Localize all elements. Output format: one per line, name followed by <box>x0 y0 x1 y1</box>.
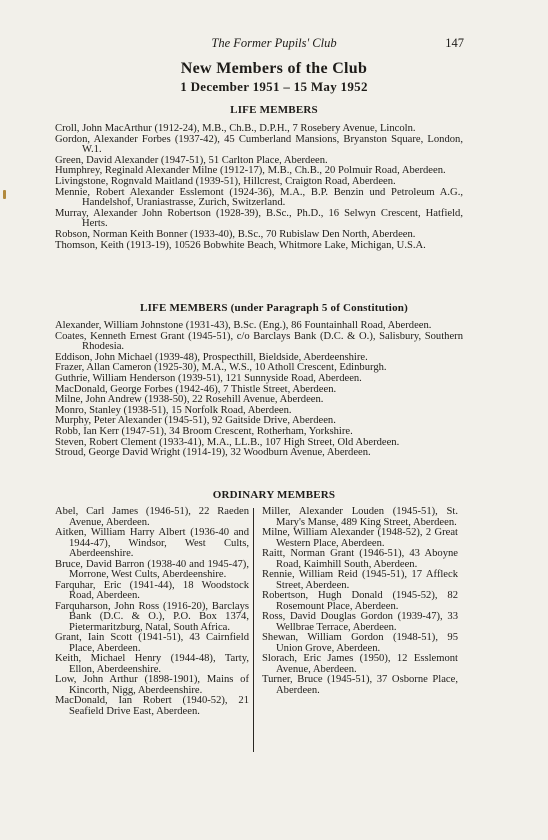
list-item: Monro, Stanley (1938-51), 15 Norfolk Road, Aberdeen. <box>55 404 292 416</box>
list-item: Farquharson, John Ross (1916-20), Barclays Bank (D.C. & O.), P.O. Box 1374, Pietermaritzburg, Natal, South Africa. <box>55 600 249 633</box>
list-item: Stroud, George David Wright (1914-19), 32 Woodburn Avenue, Aberdeen. <box>55 447 371 459</box>
page-subtitle: 1 December 1951 – 15 May 1952 <box>180 79 368 94</box>
running-head <box>0 36 548 52</box>
list-item: Shewan, William Gordon (1948-51), 95 Union Grove, Aberdeen. <box>262 632 458 654</box>
list-item: MacDonald, Ian Robert (1940-52), 21 Seafield Drive East, Aberdeen. <box>55 695 249 717</box>
list-item: Murphy, Peter Alexander (1945-51), 92 Gaitside Drive, Aberdeen. <box>55 415 336 427</box>
list-item: Eddison, John Michael (1939-48), Prospecthill, Bieldside, Aberdeenshire. <box>55 351 368 363</box>
list-item: Robson, Norman Keith Bonner (1933-40), B.Sc., 70 Rubislaw Den North, Aberdeen. <box>55 228 416 240</box>
list-item: Murray, Alexander John Robertson (1928-39), B.Sc., Ph.D., 16 Selwyn Crescent, Hatfield, Herts. <box>55 207 463 230</box>
list-item: Slorach, Eric James (1950), 12 Esslemont Avenue, Aberdeen. <box>262 653 458 675</box>
list-item: Milne, William Alexander (1948-52), 2 Great Western Place, Aberdeen. <box>262 527 458 549</box>
list-item: MacDonald, George Forbes (1942-46), 7 Thistle Street, Aberdeen. <box>55 383 337 395</box>
list-item: Miller, Alexander Louden (1945-51), St. Mary's Manse, 489 King Street, Aberdeen. <box>262 506 458 528</box>
list-item: Aitken, William Harry Albert (1936-40 and 1944-47), Windsor, West Cults, Aberdeenshire. <box>55 527 249 559</box>
life-members-list <box>55 124 463 251</box>
section-heading-life-members-para5: LIFE MEMBERS (under Paragraph 5 of Constitution) <box>140 302 408 314</box>
list-item: Steven, Robert Clement (1933-41), M.A., LL.B., 107 High Street, Old Aberdeen. <box>55 436 400 448</box>
list-item: Keith, Michael Henry (1944-48), Tarty, Ellon, Aberdeenshire. <box>55 653 249 675</box>
page-number: 147 <box>445 36 464 50</box>
list-item: Bruce, David Barron (1938-40 and 1945-47), Morrone, West Cults, Aberdeenshire. <box>55 558 249 580</box>
section-heading-ordinary-members: ORDINARY MEMBERS <box>212 489 336 501</box>
list-item: Milne, John Andrew (1938-50), 22 Rosehill Avenue, Aberdeen. <box>55 394 324 406</box>
life-members-para5-list <box>55 321 463 459</box>
list-item: Low, John Arthur (1898-1901), Mains of Kincorth, Nigg, Aberdeenshire. <box>55 674 249 696</box>
list-item: Turner, Bruce (1945-51), 37 Osborne Place, Aberdeen. <box>262 674 458 696</box>
margin-ink-mark <box>3 190 6 199</box>
list-item: Humphrey, Reginald Alexander Milne (1912-17), M.B., Ch.B., 20 Polmuir Road, Aberdeen. <box>55 165 446 177</box>
list-item: Coates, Kenneth Ernest Grant (1945-51), c/o Barclays Bank (D.C. & O.), Salisbury, Southern Rhodesia. <box>55 330 463 353</box>
list-item: Guthrie, William Henderson (1939-51), 121 Sunnyside Road, Aberdeen. <box>55 372 362 384</box>
list-item: Rennie, William Reid (1945-51), 17 Affleck Street, Aberdeen. <box>262 569 458 591</box>
column-divider <box>253 508 254 752</box>
list-item: Abel, Carl James (1946-51), 22 Raeden Avenue, Aberdeen. <box>55 506 249 528</box>
list-item: Grant, Iain Scott (1941-51), 43 Cairnfield Place, Aberdeen. <box>55 632 249 654</box>
list-item: Thomson, Keith (1913-19), 10526 Bobwhite Beach, Whitmore Lake, Michigan, U.S.A. <box>55 239 426 251</box>
list-item: Robb, Ian Kerr (1947-51), 34 Broom Crescent, Rotherham, Yorkshire. <box>55 425 353 437</box>
list-item: Ross, David Douglas Gordon (1939-47), 33 Wellbrae Terrace, Aberdeen. <box>262 611 458 633</box>
page-title: New Members of the Club <box>180 60 368 77</box>
list-item: Green, David Alexander (1947-51), 51 Carlton Place, Aberdeen. <box>55 154 328 166</box>
list-item: Alexander, William Johnstone (1931-43), B.Sc. (Eng.), 86 Fountainhall Road, Aberdeen. <box>55 320 432 331</box>
list-item: Livingstone, Rognvald Maitland (1939-51), Hillcrest, Craigton Road, Aberdeen. <box>55 175 396 187</box>
list-item: Croll, John MacArthur (1912-24), M.B., Ch.B., D.P.H., 7 Rosebery Avenue, Lincoln. <box>55 123 416 134</box>
running-head-title: The Former Pupils' Club <box>211 36 337 50</box>
list-item: Robertson, Hugh Donald (1945-52), 82 Rosemount Place, Aberdeen. <box>262 590 458 612</box>
list-item: Frazer, Allan Cameron (1925-30), M.A., W.S., 10 Atholl Crescent, Edinburgh. <box>55 362 387 374</box>
list-item: Raitt, Norman Grant (1946-51), 43 Aboyne Road, Kaimhill South, Aberdeen. <box>262 548 458 570</box>
list-item: Farquhar, Eric (1941-44), 18 Woodstock Road, Aberdeen. <box>55 579 249 601</box>
ordinary-members-left-column <box>55 507 249 717</box>
section-heading-life-members: LIFE MEMBERS <box>230 104 318 116</box>
list-item: Gordon, Alexander Forbes (1937-42), 45 Cumberland Mansions, Bryanston Square, London, W.1. <box>55 133 463 156</box>
ordinary-members-right-column <box>262 507 458 696</box>
list-item: Mennie, Robert Alexander Esslemont (1924-36), M.A., B.P. Benzin und Petroleum A.G., Handelshof, Uraniastrasse, Zurich, Switzerland. <box>55 186 463 209</box>
